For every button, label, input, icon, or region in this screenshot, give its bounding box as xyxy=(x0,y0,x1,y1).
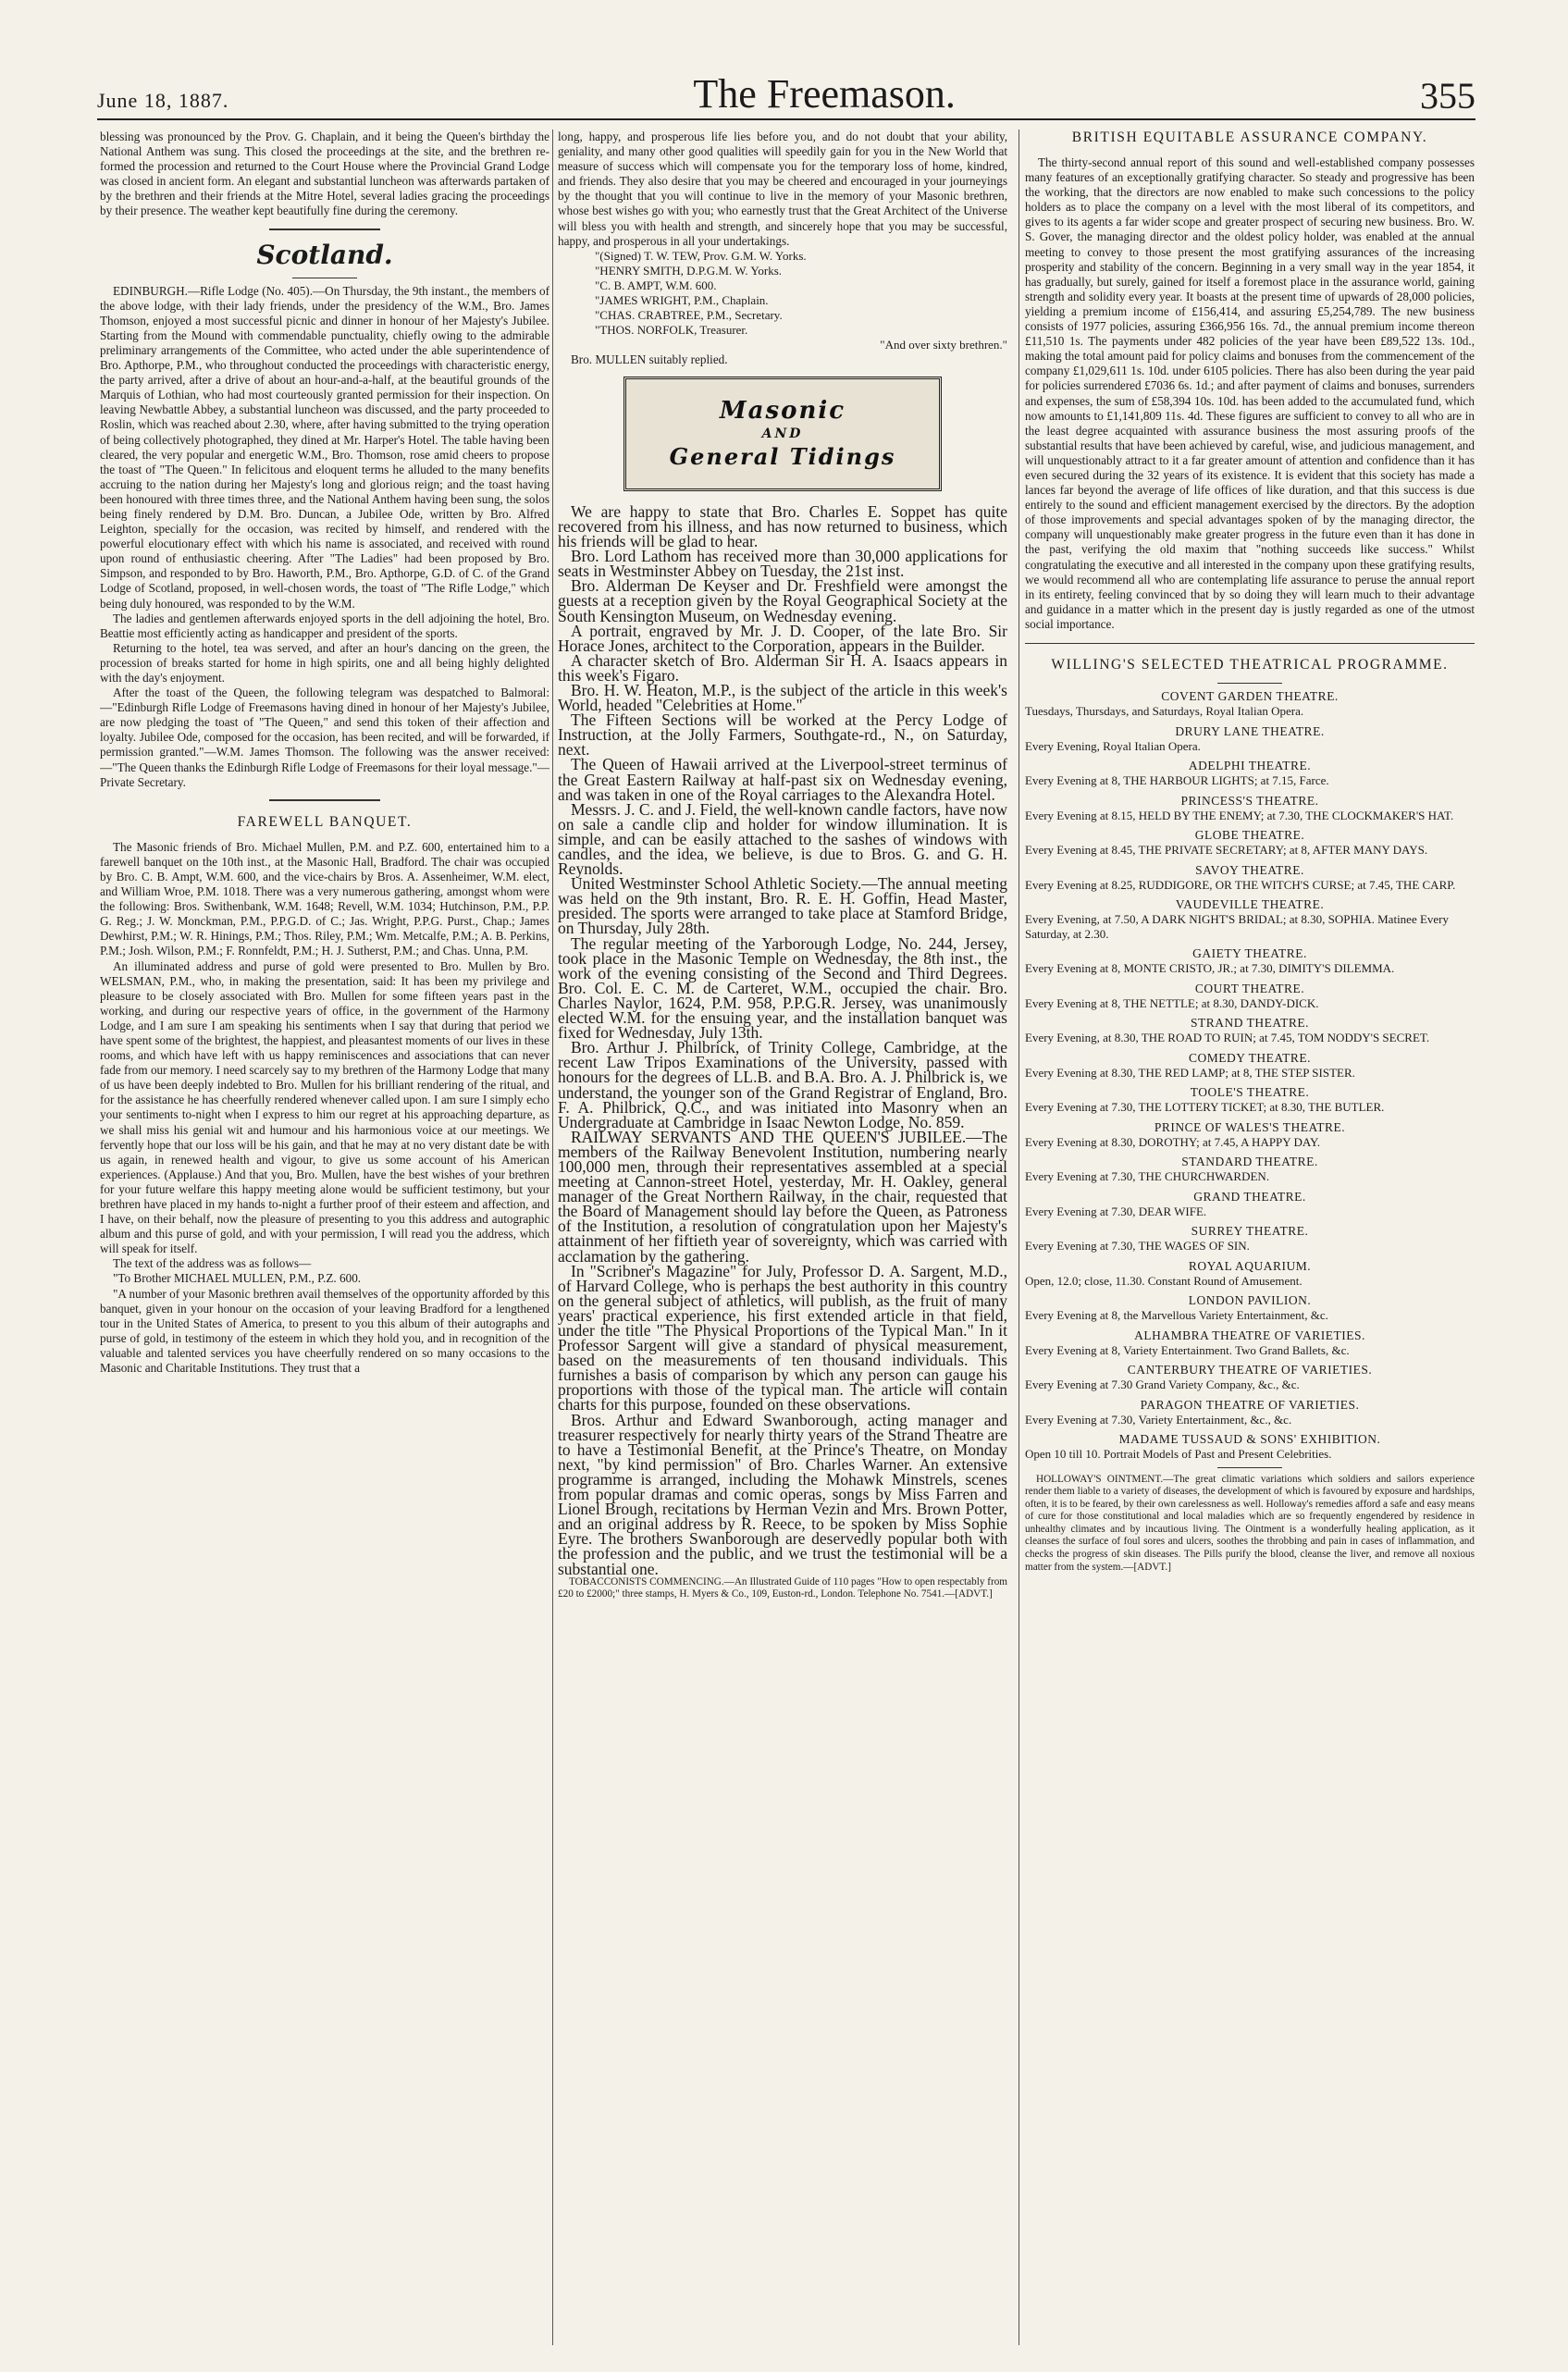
paragraph: A character sketch of Bro. Alderman Sir H. A. Isaacs appears in this week's Figaro. xyxy=(558,650,1007,685)
paragraph: Bro. Arthur J. Philbrick, of Trinity College, Cambridge, at the recent Law Tripos Examinations of the University, passed with honours for the degrees of LL.B. and B.A. Bro. A. J. Philbrick is, we understand, the younger son of the Grand Registrar of England, Bro. F. A. Philbrick, Q.C., and was initiated into Masonry when an Undergraduate at Cambridge in Isaac Newton Lodge, No. 859. xyxy=(558,1038,1007,1131)
theatre-performance: Every Evening at 7.30, Variety Entertainment, &c., &c. xyxy=(1025,1412,1292,1427)
banner-line: General Tidings xyxy=(669,443,896,471)
section-divider xyxy=(1217,1467,1282,1468)
issue-date: June 18, 1887. xyxy=(97,89,229,112)
signatories xyxy=(558,249,1007,352)
theatre-name: VAUDEVILLE THEATRE. xyxy=(1175,897,1325,911)
theatre-name: GAIETY THEATRE. xyxy=(1192,946,1307,960)
paragraph: In "Scribner's Magazine" for July, Professor D. A. Sargent, M.D., of Harvard College, who is perhaps the best authority in this country on the general subject of athletics, will publish, as the fruit of many years' practical experience, his first extended article in that field, under the title "The Physical Proportions of the Typical Man." In it Professor Sargent will give a standard of physical measurement, based on the measurements of ten thousand individuals. This furnishes a basis of comparison by which any person can gauge his proportions with those of the typical man. The article will contain charts for this purpose, founded on these observations. xyxy=(558,1261,1007,1415)
signatory: "HENRY SMITH, D.P.G.M. W. Yorks. xyxy=(595,263,783,278)
signatory: "THOS. NORFOLK, Treasurer. xyxy=(595,322,748,337)
farewell-heading: FAREWELL BANQUET. xyxy=(237,813,413,830)
paragraph: Bro. MULLEN suitably replied. xyxy=(571,352,728,366)
theatre-performance: Every Evening, Royal Italian Opera. xyxy=(1025,738,1201,753)
theatre-performance: Tuesdays, Thursdays, and Saturdays, Royal Italian Opera. xyxy=(1025,704,1304,718)
paragraph: The regular meeting of the Yarborough Lodge, No. 244, Jersey, took place in the Masonic Temple on Wednesday, the 8th inst., the work of the evening consisting of the Second and Third Degrees. Bro. Col. E. C. M. de Carteret, W.M., occupied the chair. Bro. Charles Naylor, 1624, P.M. 958, P.P.G.R. Jersey, was unanimously elected W.M. for the ensuing year, and the installation banquet was fixed for Wednesday, July 13th. xyxy=(558,933,1007,1043)
advertisement: TOBACCONISTS COMMENCING.—An Illustrated Guide of 110 pages "How to open respectably from £20 to £2000;" three stamps, H. Myers & Co., 109, Euston-rd., London. Telephone No. 7541.—[ADVT.] xyxy=(558,1575,1007,1600)
theatre-name: GRAND THEATRE. xyxy=(1193,1189,1306,1204)
theatre-name: PRINCE OF WALES'S THEATRE. xyxy=(1154,1119,1346,1134)
paragraph: An illuminated address and purse of gold were presented to Bro. Mullen by Bro. WELSMAN, P.M., who, in making the presentation, said: It has been my privilege and pleasure to be closely associated with Bro. Mullen for some fifteen years past in the working, and during our respective years of office, in the government of the Harmony Lodge, and I am sure I am speaking his sentiments when I say that during that period we have spent some of the brightest, the happiest, and pleasantest moments of our lives in these rooms, and which have left with us happy reminiscences and associations that can never fade from our memory. I need scarcely say to my brethren of the Harmony Lodge that many of us have been deeply indebted to Bro. Mullen for his brilliant rendering of the ritual, and for the assistance he has cheerfully rendered whenever called upon. I am sure I simply echo your sentiments to-night when I express to him our regret at his approaching departure, as we shall miss his genial wit and humour and his harmonious voice at our meetings. We fervently hope that our loss will be his gain, and that he may at no very distant date be with us again, in renewed health and vigour, to give us some account of his American experiences. (Applause.) And that you, Bro. Mullen, have the best wishes of your brethren for your future welfare this happy meeting alone would be sufficient testimony, but your brethren have placed in my hands to-night a further proof of their esteem and affection, and I have, on their behalf, now the pleasure of presenting to you this address and autographic album and this purse of gold, and with your permission, I will read you the address, which will speak for itself. xyxy=(100,958,549,1256)
banner-line: Masonic xyxy=(719,397,846,426)
theatre-name: SAVOY THEATRE. xyxy=(1195,862,1304,877)
theatre-performance: Every Evening at 8.45, THE PRIVATE SECRETARY; at 8, AFTER MANY DAYS. xyxy=(1025,843,1428,857)
theatre-name: COURT THEATRE. xyxy=(1194,981,1305,995)
theatre-name: COMEDY THEATRE. xyxy=(1189,1050,1311,1065)
paragraph: The Masonic friends of Bro. Michael Mullen, P.M. and P.Z. 600, entertained him to a farewell banquet on the 10th inst., at the Masonic Hall, Bradford. The chair was occupied by Bro. C. B. Ampt, W.M. 600, and the vice-chairs by Bros. A. Assenheimer, W.M. elect, and William Wroe, P.M. 1018. There was a very numerous gathering, amongst whom were the following: Bros. Swithenbank, W.M. 1648; Revell, W.M. 1034; Hutchinson, P.M., P.P. G. Reg.; J. W. Monckman, P.M., P.P.G.D. of C.; Jas. Wright, P.P.G. Purst., Chap.; James Dewhirst, P.M.; W. R. Hinings, P.M.; Thos. Riley, P.M.; Wm. Metcalfe, P.M.; A. B. Perkins, P.M.; Josh. Wilson, P.M.; F. Ronnfeldt, P.M.; H. J. Sutherst, P.M.; and Chas. Unna, P.M. xyxy=(100,839,549,958)
newspaper-title: The Freemason. xyxy=(693,71,956,117)
theatre-performance: Every Evening, at 7.50, A DARK NIGHT'S BRIDAL; at 8.30, SOPHIA. Matinee Every Saturday, at 2.30. xyxy=(1025,912,1450,941)
theatre-performance: Every Evening at 8, the Marvellous Variety Entertainment, &c. xyxy=(1025,1308,1328,1322)
section-divider xyxy=(269,229,380,230)
paragraph: The Queen of Hawaii arrived at the Liverpool-street terminus of the Great Eastern Railway at half-past six on Wednesday evening, and was taken in one of the Royal carriages to the Alexandra Hotel. xyxy=(558,755,1007,804)
paragraph: blessing was pronounced by the Prov. G. Chaplain, and it being the Queen's birthday the National Anthem was sung. This closed the proceedings at the site, and the brethren re-formed the procession and returned to the Court House where the Provincial Grand Lodge was closed in ancient form. An elegant and substantial luncheon was afterwards partaken of by the brethren and their friends at the Mitre Hotel, several ladies gracing the proceedings by their presence. The weather kept beautifully fine during the ceremony. xyxy=(100,130,549,218)
column-middle xyxy=(558,130,1007,2350)
page-number: 355 xyxy=(1419,75,1475,117)
signatory: "C. B. AMPT, W.M. 600. xyxy=(595,278,717,292)
theatre-name: CANTERBURY THEATRE OF VARIETIES. xyxy=(1127,1363,1373,1377)
paragraph: After the toast of the Queen, the following telegram was despatched to Balmoral:—"Edinburgh Rifle Lodge of Freemasons having dined in honour of her Majesty's Jubilee, are now pledging the toast of "The Queen," and send this token of their affection and loyalty. Jubilee Ode, composed for the occasion, has been recited, and will be forwarded, if permission granted."—W.M. James Thomson. The following was the answer received:—"The Queen thanks the Edinburgh Rifle Lodge of Freemasons for their loyal message."—Private Secretary. xyxy=(100,686,549,789)
theatre-performance: Open 10 till 10. Portrait Models of Past and Present Celebrities. xyxy=(1025,1447,1332,1461)
paragraph: United Westminster School Athletic Society.—The annual meeting was held on the 9th instant, Bro. R. E. H. Goffin, Head Master, presided. The sports were arranged to take place at Stamford Bridge, on Thursday, July 28th. xyxy=(558,874,1007,938)
paragraph: long, happy, and prosperous life lies before you, and do not doubt that your ability, geniality, and many other good qualities will speedily gain for you in the New World that measure of success which will compensate you for the temporary loss of home, kindred, and friends. They also desire that you may be cheered and encouraged in your journeyings by the thought that you will continue to live in the memory of your Masonic brethren, whose best wishes go with you; who earnestly trust that the Great Architect of the Universe will bless you with health and strength, and sincerely hope that you may be successful, happy, and prosperous in all your undertakings. xyxy=(558,130,1007,248)
theatre-performance: Every Evening at 7.30, THE LOTTERY TICKET; at 8.30, THE BUTLER. xyxy=(1025,1100,1385,1114)
theatre-list xyxy=(1025,689,1475,1462)
signatory: "JAMES WRIGHT, P.M., Chaplain. xyxy=(595,292,769,307)
theatre-performance: Every Evening at 8, Variety Entertainment. Two Grand Ballets, &c. xyxy=(1025,1342,1350,1357)
paragraph: Returning to the hotel, tea was served, and after an hour's dancing on the green, the procession of breaks started for home in high spirits, one and all being highly delighted with the day's enjoyment. xyxy=(100,640,549,685)
theatre-name: COVENT GARDEN THEATRE. xyxy=(1161,689,1339,703)
paragraph: We are happy to state that Bro. Charles E. Soppet has quite recovered from his illness, and has now returned to business, which his friends will be glad to hear. xyxy=(558,501,1007,551)
advertisement: HOLLOWAY'S OINTMENT.—The great climatic variations which soldiers and sailors experience render them liable to a variety of diseases, the development of which is favoured by exposure and hardships, often, it is to be feared, by their own carelessness as well. Holloway's remedies afford a safe and easy means of cure for those constitutional and local maladies which are so frequently engendered by residence in unhealthy climates and by incautious living. The Ointment is a wonderfully healing application, as it cleanses the surface of foul sores and ulcers, soothes the throbbing and pain in cases of inflammation, and checks the progress of skin diseases. The Pills purify the blood, cleanse the liver, and remove all noxious matter from the system.—[ADVT.] xyxy=(1025,1473,1475,1573)
theatre-name: SURREY THEATRE. xyxy=(1191,1224,1309,1238)
theatre-name: ALHAMBRA THEATRE OF VARIETIES. xyxy=(1134,1328,1365,1342)
paragraph: "To Brother MICHAEL MULLEN, P.M., P.Z. 600. xyxy=(113,1271,362,1286)
theatre-performance: Every Evening at 8.25, RUDDIGORE, OR THE WITCH'S CURSE; at 7.45, THE CARP. xyxy=(1025,877,1456,892)
theatre-name: MADAME TUSSAUD & SONS' EXHIBITION. xyxy=(1118,1432,1381,1446)
paragraph: The text of the address was as follows— xyxy=(113,1256,312,1271)
signatory: "(Signed) T. W. TEW, Prov. G.M. W. Yorks. xyxy=(595,248,807,263)
theatre-name: STRAND THEATRE. xyxy=(1190,1016,1309,1030)
paragraph: Bro. H. W. Heaton, M.P., is the subject of the article in this week's World, headed "Celebrities at Home." xyxy=(558,680,1007,715)
signatory: "CHAS. CRABTREE, P.M., Secretary. xyxy=(595,307,783,322)
paragraph: Bro. Lord Lathom has received more than 30,000 applications for seats in Westminster Abbey on Tuesday, the 21st inst. xyxy=(558,547,1007,581)
column-left xyxy=(100,130,549,2350)
paragraph: Bro. Alderman De Keyser and Dr. Freshfield were amongst the guests at a reception given by the Royal Geographical Society at the South Kensington Museum, on Wednesday evening. xyxy=(558,576,1007,625)
theatre-name: ROYAL AQUARIUM. xyxy=(1188,1258,1312,1273)
paragraph: Messrs. J. C. and J. Field, the well-known candle factors, have now on sale a candle clip and holder for window illumination. It is simple, and can be easily attached to the sashes of windows with candles, and the idea, we believe, is due to Bros. G. and G. H. Reynolds. xyxy=(558,799,1007,879)
signatory: "And over sixty brethren." xyxy=(880,337,1007,352)
paragraph: "A number of your Masonic brethren avail themselves of the opportunity afforded by this banquet, given in your honour on the occasion of your leaving Bradford for a lengthened tour in the United States of America, to present to you this album of their autographs and purse of gold, in testimony of the esteem in which they hold you, and in recognition of the valuable and talented services you have cheerfully rendered on so many occasions to the Masonic and Charitable Institutions. They trust that a xyxy=(100,1286,549,1376)
theatre-name: PARAGON THEATRE OF VARIETIES. xyxy=(1140,1397,1360,1412)
theatre-performance: Every Evening at 8, THE NETTLE; at 8.30, DANDY-DICK. xyxy=(1025,995,1319,1010)
section-divider xyxy=(1025,643,1475,644)
paragraph: Bros. Arthur and Edward Swanborough, acting manager and treasurer respectively for nearly thirty years of the Strand Theatre are to have a Testimonial Benefit, at the Prince's Theatre, on Monday next, "by kind permission" of Bro. Charles Warner. An extensive programme is arranged, including the Mohawk Minstrels, scenes from popular dramas and comic operas, songs by Miss Farren and Lionel Brough, recitations by Herman Vezin and Mrs. Brown Potter, and an original address by R. Reece, to be spoken by Miss Sophie Eyre. The brothers Swanborough are deservedly popular both with the profession and the public, and we trust the testimonial will be a substantial one. xyxy=(558,1410,1007,1578)
theatre-performance: Every Evening at 7.30 Grand Variety Company, &c., &c. xyxy=(1025,1377,1300,1391)
theatre-name: DRURY LANE THEATRE. xyxy=(1175,723,1325,738)
theatre-performance: Every Evening at 8, THE HARBOUR LIGHTS; at 7.15, Farce. xyxy=(1025,773,1329,787)
theatre-name: ADELPHI THEATRE. xyxy=(1188,759,1312,772)
banner-line: AND xyxy=(761,426,804,442)
masthead xyxy=(97,67,1475,120)
theatre-performance: Every Evening at 8.30, THE RED LAMP; at 8, THE STEP SISTER. xyxy=(1025,1065,1355,1080)
theatre-performance: Every Evening at 7.30, THE WAGES OF SIN. xyxy=(1025,1239,1250,1253)
assurance-heading: BRITISH EQUITABLE ASSURANCE COMPANY. xyxy=(1071,130,1428,145)
theatre-name: GLOBE THEATRE. xyxy=(1194,828,1305,842)
section-divider xyxy=(1217,683,1282,684)
column-right xyxy=(1025,130,1475,2350)
theatre-performance: Every Evening at 7.30, THE CHURCHWARDEN. xyxy=(1025,1169,1270,1183)
paragraph: The ladies and gentlemen afterwards enjoyed sports in the dell adjoining the hotel, Bro. Beattie most efficiently acting as handicapper and president of the sports. xyxy=(100,611,549,640)
theatre-programme-heading: WILLING'S SELECTED THEATRICAL PROGRAMME. xyxy=(1051,657,1449,673)
column-rule xyxy=(552,130,553,2345)
paragraph: The Fifteen Sections will be worked at the Percy Lodge of Instruction, at the Jolly Farmers, Southgate-rd., N., on Saturday, next. xyxy=(558,710,1007,760)
paragraph: A portrait, engraved by Mr. J. D. Cooper, of the late Bro. Sir Horace Jones, architect to the Corporation, appears in the Builder. xyxy=(558,621,1007,655)
theatre-performance: Open, 12.0; close, 11.30. Constant Round of Amusement. xyxy=(1025,1273,1303,1288)
scotland-heading: Scotland. xyxy=(256,239,393,270)
theatre-performance: Every Evening at 8.15, HELD BY THE ENEMY; at 7.30, THE CLOCKMAKER'S HAT. xyxy=(1025,808,1454,822)
theatre-name: LONDON PAVILION. xyxy=(1188,1293,1312,1307)
theatre-name: STANDARD THEATRE. xyxy=(1181,1155,1318,1168)
masonic-tidings-banner xyxy=(623,377,942,491)
theatre-performance: Every Evening at 7.30, DEAR WIFE. xyxy=(1025,1204,1207,1218)
theatre-performance: Every Evening at 8, MONTE CRISTO, JR.; at 7.30, DIMITY'S DILEMMA. xyxy=(1025,961,1395,975)
section-divider xyxy=(269,799,380,801)
paragraph: EDINBURGH.—Rifle Lodge (No. 405).—On Thursday, the 9th instant., the members of the above lodge, with their lady friends, under the presidency of the W.M., Bro. James Thomson, enjoyed a most successful picnic and dinner in honour of her Majesty's Jubilee. Starting from the Mound with commendable punctuality, chiefly owing to the admirable preliminary arrangements of the Committee, who acted under the able superintendence of Bro. Apthorpe, P.M., who throughout conducted the proceedings with characteristic energy, the party arrived, after a drive of about an hour-and-a-half, at the beautiful grounds of the Marquis of Lothian, who had most courteously granted permission for their inspection. On leaving Newbattle Abbey, a substantial luncheon was discussed, and the party proceeded to Roslin, which was reached about 2.30, where, after having submitted to the trying operation of being collectively photographed, they dined at Mr. Harper's Hotel. The table having been cleared, the very popular and energetic W.M., Bro. Thomson, rose amid cheers to propose the toast of "The Queen." In felicitous and eloquent terms he alluded to the many benefits accruing to the nation during her Majesty's long and glorious reign; and the toast having been honoured with three times three, and the National Anthem having been sung, the solos being finely rendered by D.M. Bro. Duncan, a Jubilee Ode, written by Bro. Alfred Leighton, specially for the occasion, was recited by himself, and rendered with the powerful elocutionary effect with which his name is associated, and received with round upon round of enthusiastic cheering. After "The Ladies" had been proposed by Bro. Simpson, and responded to by Bro. Haworth, P.M., Bro. Apthorpe, G.D. of C. of the Grand Lodge of Scotland, proposed, in well-chosen words, the toast of "The Rifle Lodge," which being duly honoured, was responded to by the W.M. xyxy=(100,283,549,611)
paragraph: RAILWAY SERVANTS AND THE QUEEN'S JUBILEE.—The members of the Railway Benevolent Institution, numbering nearly 100,000 men, through their representatives assembled at a special meeting at Cannon-street Hotel, yesterday, Mr. H. Oakley, general manager of the Great Northern Railway, in the chair, requested that the Board of Management should lay before the Queen, as Patroness of the Institution, a resolution of congratulation upon her Majesty's attainment of her fiftieth year of sovereignty, which was carried with acclamation by the gathering. xyxy=(558,1127,1007,1266)
theatre-performance: Every Evening, at 8.30, THE ROAD TO RUIN; at 7.45, TOM NODDY'S SECRET. xyxy=(1025,1031,1430,1044)
theatre-name: PRINCESS'S THEATRE. xyxy=(1180,793,1319,808)
paragraph: The thirty-second annual report of this sound and well-established company possesses many features of an exceptionally gratifying character. So steady and progressive has been the working, that the directors are now enabled to make such concessions to the policy holders as to place the company on a level with the most liberal of its competitors, and gives to its agents a far wider scope and greater prospect of securing new business. Bro. W. S. Gover, the managing director and the oldest policy holder, was enabled at the annual meeting to convey to those present the most gratifying assurances of the increasing prosperity and stability of the concern. Beginning in a very small way in the year 1854, it has gradually, but surely, gained for itself a foremost place in the assurance world, gaining strength and solidity every year. It boasts at the present time of upwards of 28,000 policies, yielding a premium income of £156,414, and assuring £5,254,789. The new business consists of 1977 policies, assuring £366,956 16s. 7d., the annual premium income thereon £11,510 1s. The payments under 482 policies of the year have been £89,522 13s. 10d., making the total amount paid for policy claims and bonuses from the commencement of the company £1,029,611 1s. 10d. under 6105 policies. There has also been during the year paid for policies surrendered £7036 6s. 1d.; and after payment of claims and bonuses, surrenders and expenses, the sum of £58,394 10s. 10d. has been added to the accumulated fund, which now amounts to £1,141,809 11s. 4d. These figures are sufficient to convey to all who are in the least degree acquainted with assurance business the most assuring proofs of the substantial results that have been achieved by careful, wise, and judicious management, and will unquestionably attract to it a far greater amount of attention and confidence than it has even secured during the 32 years of its existence. It is evident that this society has made a lances far beyond the average of life offices of like duration, and that this success is due entirely to the sound and efficient management exercised by the directors. By the adoption of those improvements and special advantages spoken of by the managing director, the company will unquestionably make greater progress in the future even than it has done in the past, verifying the old maxim that "nothing succeeds like success." Whilst congratulating the executive and all interested in the company upon these gratifying results, we would recommend all who are contemplating life assurance to peruse the annual report in its entirety, feeling convinced that by so doing they will learn much to their advantage and guidance in a matter which in the present day is justly regarded as one of the utmost social importance. xyxy=(1025,155,1475,631)
theatre-performance: Every Evening at 8.30, DOROTHY; at 7.45, A HAPPY DAY. xyxy=(1025,1134,1320,1149)
theatre-name: TOOLE'S THEATRE. xyxy=(1190,1085,1310,1099)
